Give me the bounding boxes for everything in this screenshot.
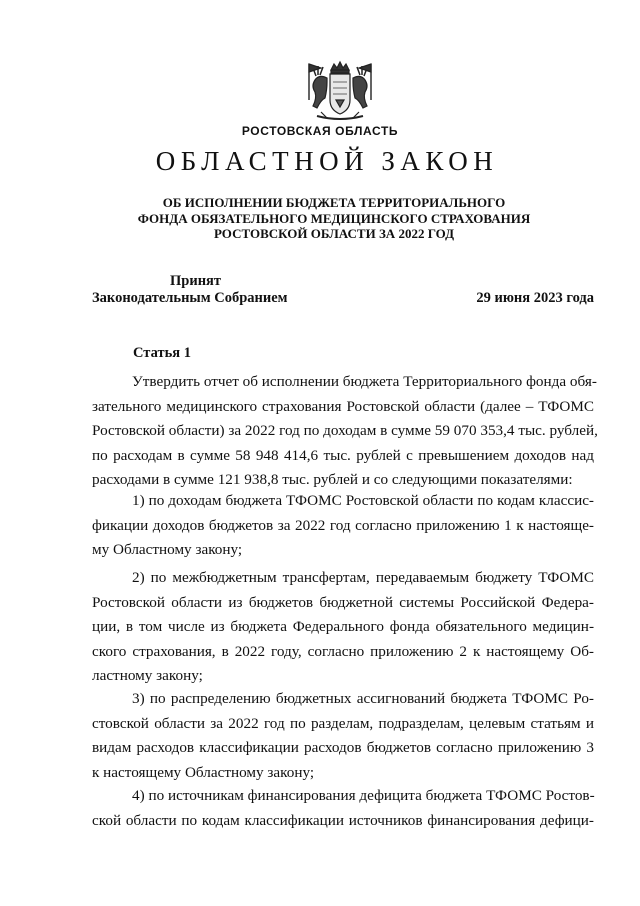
paragraph-line: фикации доходов бюджетов за 2022 год согласно приложению 1 к настояще- [92,516,594,534]
article-paragraph [92,370,598,493]
law-subject-line: РОСТОВСКОЙ ОБЛАСТИ ЗА 2022 ГОД [213,226,455,241]
law-subject-line: ФОНДА ОБЯЗАТЕЛЬНОГО МЕДИЦИНСКОГО СТРАХОВАНИЯ [137,210,531,226]
paragraph-line: 2) по межбюджетным трансфертам, передаваемым бюджету ТФОМС [132,569,594,586]
paragraph-line: ции, в том числе из бюджета Федерального фонда обязательного медицин- [92,618,594,636]
paragraph-line: 4) по источникам финансирования дефицита бюджета ТФОМС Ростов- [132,787,595,804]
paragraph-line: Утвердить отчет об исполнении бюджета Территориального фонда обя- [132,373,597,390]
paragraph-line: ластному закону; [92,667,203,685]
paragraph-line: му Областному закону; [92,541,243,559]
law-type-title: ОБЛАСТНОЙ ЗАКОН [155,146,499,176]
paragraph-line: Ростовской области) за 2022 год по доходам в сумме 59 070 353,4 тыс. рублей, [92,422,598,440]
paragraph-line: к настоящему Областному закону; [92,763,315,781]
paragraph-line: Ростовской области из бюджетов бюджетной системы Российской Федера- [92,593,594,611]
paragraph-line: зательного медицинского страхования Ростовской области (далее – ТФОМС [92,397,594,415]
article-paragraph [92,784,594,833]
paragraph-line: стовской области за 2022 год по разделам, подразделам, целевым статьям и [92,714,594,732]
adopted-label: Принят [170,273,222,289]
paragraph-line: видам расходов классификации расходов бюджетов согласно приложению 3 [92,739,594,757]
law-subject [0,195,640,242]
article-paragraph [92,489,594,563]
adopted-by: Законодательным Собранием [92,290,288,306]
paragraph-line: ской области по кодам классификации источников финансирования дефици- [92,811,594,829]
region-name: РОСТОВСКАЯ ОБЛАСТЬ [241,124,399,138]
coat-of-arms-icon [303,60,377,124]
article-paragraph [92,687,594,785]
article-paragraph [92,566,594,689]
adoption-block [92,273,288,307]
paragraph-line: ского страхования, в 2022 году, согласно приложению 2 к настоящему Об- [92,642,594,660]
paragraph-line: по расходам в сумме 58 948 414,6 тыс. рублей с превышением доходов над [92,446,594,464]
adoption-date: 29 июня 2023 года [476,290,594,306]
law-subject-line: ОБ ИСПОЛНЕНИИ БЮДЖЕТА ТЕРРИТОРИАЛЬНОГО [162,195,506,210]
article-heading: Статья 1 [133,345,191,361]
paragraph-line: 3) по распределению бюджетных ассигнований бюджета ТФОМС Ро- [132,690,594,707]
paragraph-line: расходами в сумме 121 938,8 тыс. рублей и со следующими показателями: [92,471,573,489]
paragraph-line: 1) по доходам бюджета ТФОМС Ростовской области по кодам классис- [132,492,594,509]
